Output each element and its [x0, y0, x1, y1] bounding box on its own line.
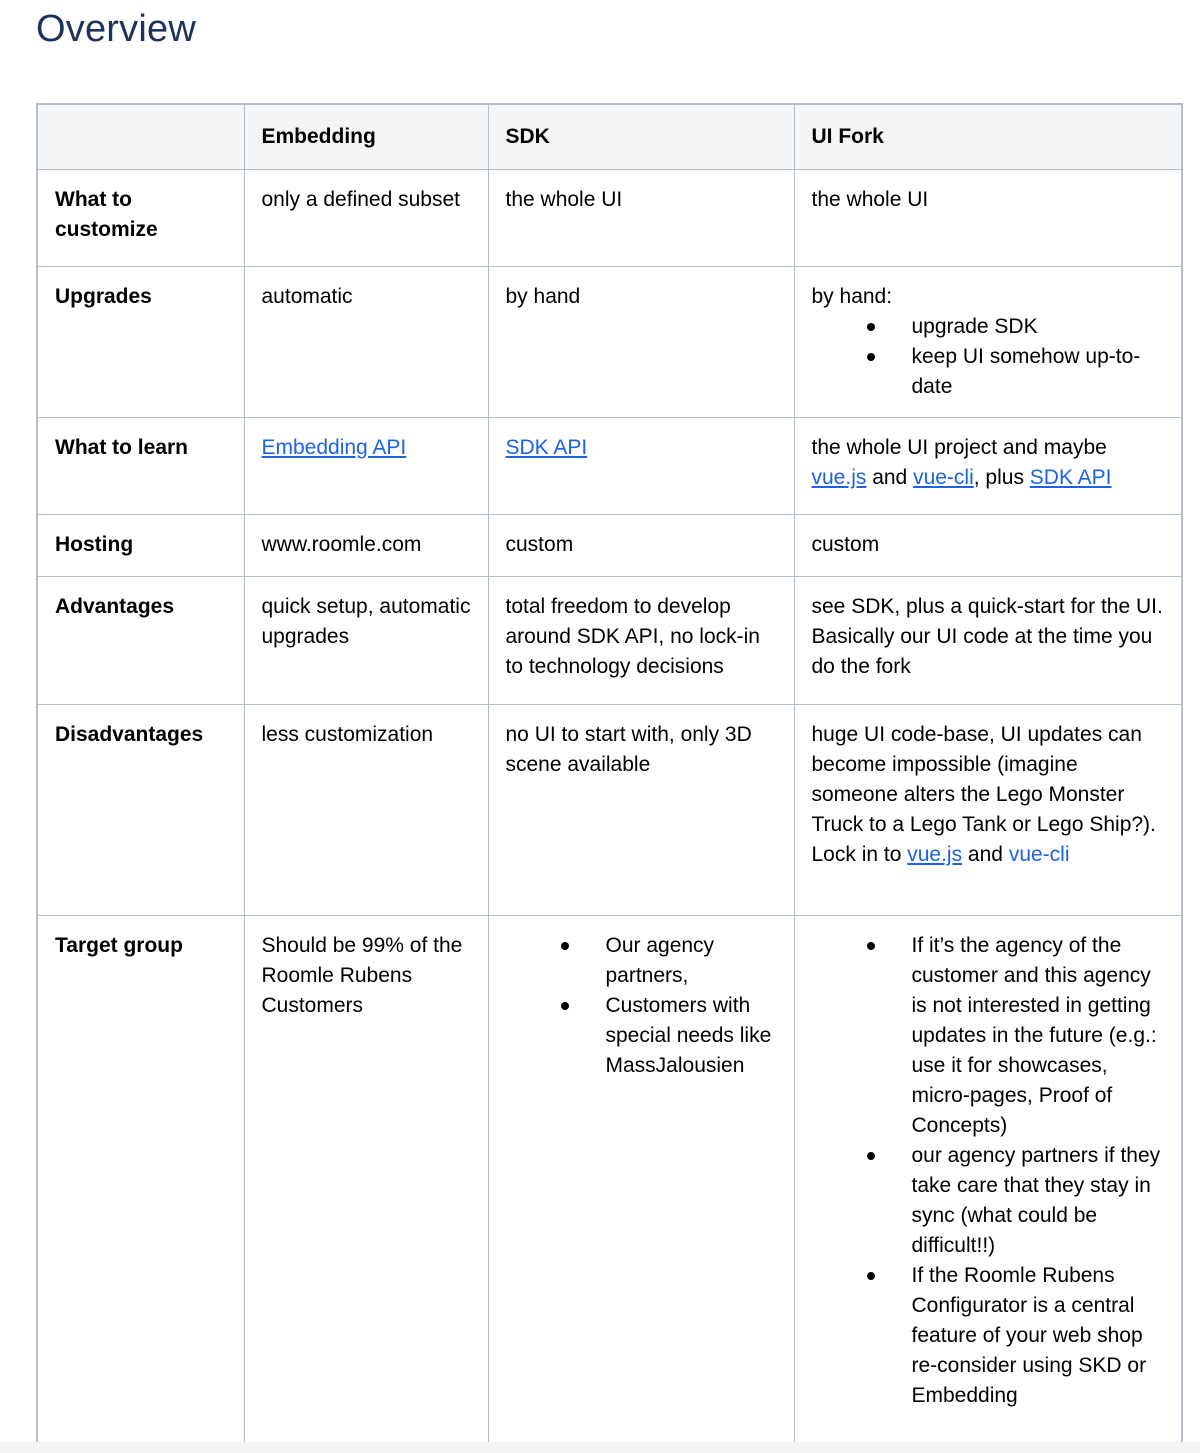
- bullet-list-item: our agency partners if they take care that they stay in sync (what could be difficult!!): [812, 1141, 1165, 1261]
- bullet-list-item: If it’s the agency of the customer and this agency is not interested in getting updates in the future (e.g.: use it for showcases, micro-pages, Proof of Concepts): [812, 931, 1165, 1141]
- page-bottom-strip: [0, 1442, 1200, 1453]
- table-row: [37, 704, 1182, 915]
- row-label: Target group: [37, 915, 244, 1444]
- table-cell: [244, 266, 488, 417]
- bullet-list-item: upgrade SDK: [812, 312, 1165, 342]
- bullet-list-item: If the Roomle Rubens Configurator is a central feature of your web shop re-consider using SKD or Embedding: [812, 1261, 1165, 1411]
- table-cell: [488, 704, 794, 915]
- table-cell: [794, 915, 1182, 1444]
- cell-paragraph: the whole UI project and maybe vue.js and vue-cli, plus SDK API: [811, 435, 1112, 489]
- table-cell: [244, 514, 488, 576]
- table-cell: [794, 576, 1182, 704]
- table-cell: [488, 514, 794, 576]
- cell-paragraph: quick setup, automatic upgrades: [261, 594, 471, 648]
- cell-paragraph: huge UI code-base, UI updates can become impossible (imagine someone alters the Lego Monster Truck to a Lego Tank or Lego Ship?). Lock in to vue.js and vue-cli: [811, 722, 1156, 866]
- table-cell: [794, 417, 1182, 514]
- row-label: Advantages: [37, 576, 244, 704]
- table-cell: [488, 169, 794, 266]
- header-cell-embedding: Embedding: [244, 104, 488, 169]
- cell-paragraph: automatic: [261, 284, 353, 308]
- cell-paragraph: [506, 433, 777, 463]
- table-row: [37, 514, 1182, 576]
- table-cell: [244, 576, 488, 704]
- cell-paragraph: custom: [505, 532, 574, 556]
- cell-paragraph: by hand: [505, 284, 581, 308]
- table-cell: [488, 266, 794, 417]
- table-cell: [244, 915, 488, 1444]
- row-label: Disadvantages: [37, 704, 244, 915]
- cell-paragraph: only a defined subset: [261, 187, 460, 211]
- row-label: Hosting: [37, 514, 244, 576]
- cell-paragraph: custom: [811, 532, 880, 556]
- link[interactable]: vue.js: [907, 842, 963, 866]
- table-header-row: [37, 104, 1182, 169]
- table-row: [37, 576, 1182, 704]
- bullet-list: [506, 931, 777, 1081]
- row-label: What to learn: [37, 417, 244, 514]
- cell-paragraph: see SDK, plus a quick-start for the UI. Basically our UI code at the time you do the fork: [811, 594, 1163, 678]
- cell-paragraph: www.roomle.com: [261, 532, 422, 556]
- bullet-list-item: keep UI somehow up-to-date: [812, 342, 1165, 402]
- table-row: [37, 417, 1182, 514]
- cell-paragraph: the whole UI: [811, 187, 929, 211]
- table-row: [37, 266, 1182, 417]
- table-cell: [794, 266, 1182, 417]
- bullet-list-item: Our agency partners,: [506, 931, 777, 991]
- row-label: Upgrades: [37, 266, 244, 417]
- cell-paragraph: Should be 99% of the Roomle Rubens Customers: [261, 933, 463, 1017]
- table-cell: [488, 576, 794, 704]
- table-row: [37, 915, 1182, 1444]
- link[interactable]: SDK API: [1029, 465, 1112, 489]
- bullet-list-item: Customers with special needs like MassJalousien: [506, 991, 777, 1081]
- link[interactable]: vue-cli: [913, 465, 974, 489]
- page-title: Overview: [36, 8, 196, 50]
- table-cell: [244, 417, 488, 514]
- header-cell-blank: [37, 104, 244, 169]
- cell-paragraph: less customization: [261, 722, 434, 746]
- comparison-table: [36, 103, 1183, 1445]
- bullet-list: [812, 931, 1165, 1411]
- cell-paragraph: no UI to start with, only 3D scene available: [505, 722, 752, 776]
- row-label: What to customize: [37, 169, 244, 266]
- link[interactable]: vue.js: [811, 465, 867, 489]
- table-body: [37, 169, 1182, 1444]
- cell-paragraph: the whole UI: [505, 187, 623, 211]
- header-cell-ui-fork: UI Fork: [794, 104, 1182, 169]
- link[interactable]: Embedding API: [261, 435, 407, 459]
- cell-paragraph: [262, 433, 471, 463]
- table-cell: [488, 915, 794, 1444]
- table-cell: [488, 417, 794, 514]
- header-cell-sdk: SDK: [488, 104, 794, 169]
- table-cell: [794, 704, 1182, 915]
- link[interactable]: vue-cli: [1008, 842, 1070, 866]
- bullet-list: [812, 312, 1165, 402]
- table-row: [37, 169, 1182, 266]
- table-cell: [794, 169, 1182, 266]
- table-cell: [244, 169, 488, 266]
- table-cell: [244, 704, 488, 915]
- cell-paragraph: total freedom to develop around SDK API, no lock-in to technology decisions: [505, 594, 760, 678]
- cell-paragraph: by hand:: [811, 284, 893, 308]
- table-cell: [794, 514, 1182, 576]
- link[interactable]: SDK API: [505, 435, 588, 459]
